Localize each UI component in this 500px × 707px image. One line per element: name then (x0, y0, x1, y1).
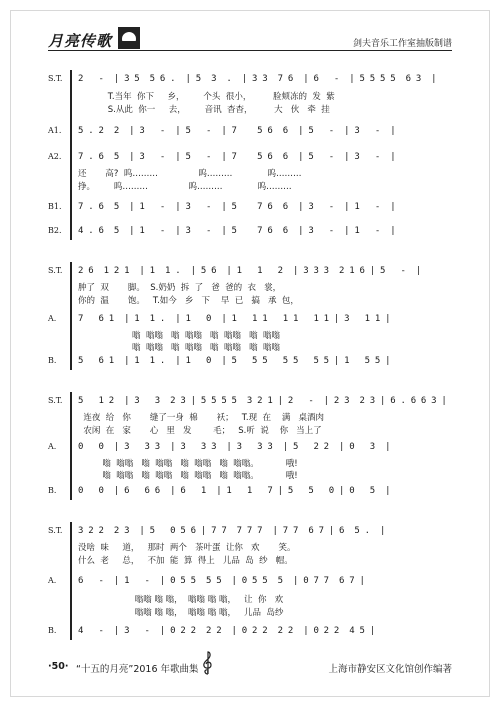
notation-line: 4 - | 3 - | 0 2 2 2 2 | 0 2 2 2 2 | 0 2 2 4 5 | (78, 626, 375, 636)
lyric-line: 还 高? 呜……… 呜……… 呜……… (78, 169, 302, 179)
system-bracket (70, 70, 72, 240)
notation-line: 7 . 6 5 | 3 - | 5 - | 7 5 6 6 | 5 - | 3 - | (78, 152, 396, 162)
part-label: S.T. (48, 396, 63, 405)
book-title: “十五的月亮”2016 年歌曲集 (76, 664, 199, 675)
notation-line: 7 6 1 | 1 1 . | 1 0 | 1 1 1 1 1 1 1 | 3 1 1 | (78, 314, 391, 324)
system-bracket (70, 262, 72, 370)
lyric-line: 肿了 双 脚。 S.奶奶 拆 了 爸 爸的 衣 裳， (78, 283, 282, 293)
treble-clef-icon (201, 650, 215, 676)
system-bracket (70, 392, 72, 500)
notation-line: 2 - | 3 5 5 6 . | 5 3 . | 3 3 7 6 | 6 - | 5 5 5 5 6 3 | (78, 74, 437, 84)
publisher: 上海市静安区文化馆创作编著 (328, 664, 452, 675)
lyric-line: S.从此 你一 去， 音讯 杳杳， 大 伙 牵 挂 (78, 105, 330, 115)
moon-icon (118, 27, 140, 49)
notation-line: 0 0 | 3 3 3 | 3 3 3 | 3 3 3 | 5 2 2 | 0 3 | (78, 442, 391, 452)
system-bracket (70, 522, 72, 640)
header-logo: 月亮传歌 (48, 32, 113, 50)
lyric-line: 嗡 嗡嗡 嗡 嗡嗡 嗡 嗡嗡 嗡 嗡嗡 (78, 343, 280, 353)
part-label: S.T. (48, 526, 63, 535)
lyric-line: 嗡嗡 嗡 嗡， 嗡嗡 嗡 嗡， 儿品 岛纱 (78, 608, 284, 618)
part-label: B2. (48, 226, 62, 235)
part-label: B1. (48, 202, 62, 211)
part-label: S.T. (48, 74, 63, 83)
header-rule (48, 50, 452, 51)
part-label: A2. (48, 152, 62, 161)
notation-line: 4 . 6 5 | 1 - | 3 - | 5 7 6 6 | 3 - | 1 - | (78, 226, 396, 236)
lyric-line: 你的 温 饱。 T.如今 乡 下 早 已 搞 承 包， (78, 296, 299, 306)
notation-line: 5 6 1 | 1 1 . | 1 0 | 5 5 5 5 5 5 5 | 1 5 5 | (78, 356, 391, 366)
part-label: S.T. (48, 266, 63, 275)
lyric-line: 连夜 给 你 缝了一身 棉 袄； T.现 在 满 桌酒肉 (78, 413, 324, 423)
score-system-2 (48, 262, 458, 372)
lyric-line: 嗡 嗡嗡 嗡 嗡嗡 嗡 嗡嗡 嗡 嗡嗡。 哦! (78, 459, 298, 469)
part-label: A1. (48, 126, 62, 135)
notation-line: 7 . 6 5 | 1 - | 3 - | 5 7 6 6 | 3 - | 1 - | (78, 202, 396, 212)
part-label: B. (48, 486, 57, 495)
page-number: ·50· (48, 661, 69, 672)
part-label: A. (48, 442, 57, 451)
lyric-line: 嗡 嗡嗡 嗡 嗡嗡 嗡 嗡嗡 嗡 嗡嗡。 哦! (78, 471, 298, 481)
score-system-1 (48, 70, 458, 240)
lyric-line: T.当年 你下 乡， 个头 很小， 脸颊冻的 发 紫 (78, 92, 335, 102)
lyric-line: 没啥 味 道， 那时 两个 茶叶蛋 让你 欢 笑。 (78, 543, 296, 553)
lyric-line: 挣。 呜……… 呜……… 呜……… (78, 182, 292, 192)
lyric-line: 什么 老 总， 不加 能 算 得上 儿品 岛 纱 帽。 (78, 556, 293, 566)
notation-line: 5 . 2 2 | 3 - | 5 - | 7 5 6 6 | 5 - | 3 - | (78, 126, 396, 136)
notation-line: 3 2 2 2 3 | 5 0 5 6 | 7 7 7 7 7 | 7 7 6 7 | 6 5 . | (78, 526, 386, 536)
header-credit: 剑夫音乐工作室抽版制谱 (352, 39, 452, 49)
part-label: A. (48, 314, 57, 323)
score-system-4 (48, 522, 458, 642)
notation-line: 0 0 | 6 6 6 | 6 1 | 1 1 7 | 5 5 0 | 0 5 | (78, 486, 391, 496)
lyric-line: 农闲 在 家 心 里 发 毛； S.听 说 你 当上了 (78, 426, 322, 436)
part-label: B. (48, 626, 57, 635)
notation-line: 6 - | 1 - | 0 5 5 5 5 | 0 5 5 5 | 0 7 7 6 7 | (78, 576, 365, 586)
lyric-line: 嗡嗡 嗡 嗡， 嗡嗡 嗡 嗡， 让 你 欢 (78, 595, 284, 605)
part-label: A. (48, 576, 57, 585)
notation-line: 5 1 2 | 3 3 2 3 | 5 5 5 5 3 2 1 | 2 - | 2 3 2 3 | 6 . 6 6 3 | (78, 396, 447, 406)
score-system-3 (48, 392, 458, 502)
notation-line: 2 6 1 2 1 | 1 1 . | 5 6 | 1 1 2 | 3 3 3 2 1 6 | 5 - | (78, 266, 421, 276)
part-label: B. (48, 356, 57, 365)
lyric-line: 嗡 嗡嗡 嗡 嗡嗡 嗡 嗡嗡 嗡 嗡嗡 (78, 331, 280, 341)
